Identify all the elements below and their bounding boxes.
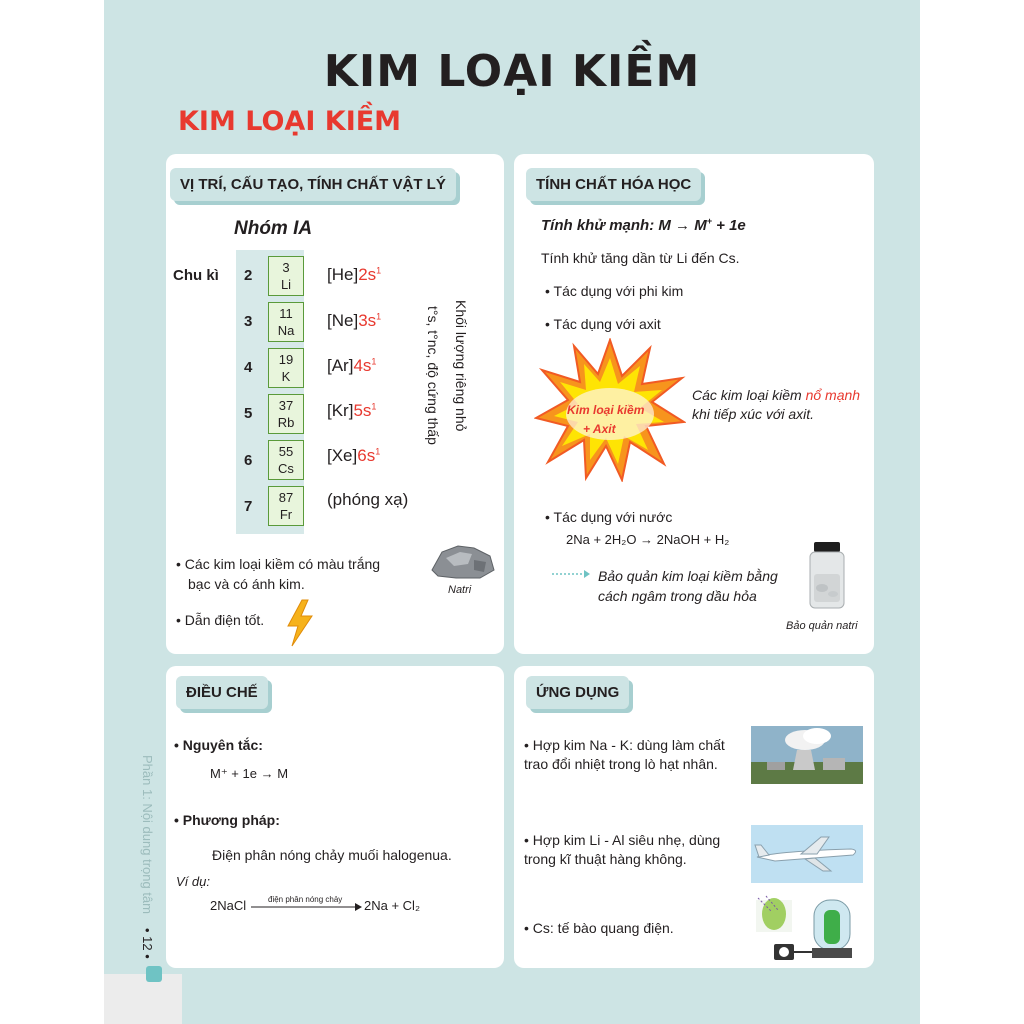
config-cs: [327, 446, 380, 466]
period-6: 6: [244, 452, 253, 469]
period-label: Chu kì: [173, 267, 219, 284]
method-label: • Phương pháp:: [174, 812, 280, 828]
reaction-arrow-icon: [251, 902, 363, 912]
element-k: [268, 348, 304, 388]
config-val: 2s: [358, 265, 377, 284]
element-symbol: Cs: [278, 461, 294, 476]
example-label: Ví dụ:: [176, 874, 210, 889]
section3-heading: ĐIỀU CHẾ: [176, 676, 268, 709]
period-7: 7: [244, 498, 253, 515]
element-z: 87: [278, 490, 294, 505]
reduce-sup: +: [706, 216, 712, 226]
application-2a: • Hợp kim Li - Al siêu nhẹ, dùng: [524, 832, 721, 848]
config-val: 6s: [357, 446, 376, 465]
bullet-nonmetal: • Tác dụng với phi kim: [545, 283, 684, 299]
element-rb: [268, 394, 304, 434]
element-li: [268, 256, 304, 296]
config-sup: 1: [375, 446, 381, 457]
element-z: 11: [279, 306, 293, 321]
example-equation-right: 2Na + Cl₂: [364, 898, 420, 913]
burst-label-2: + Axit: [583, 422, 616, 436]
application-1b: trao đổi nhiệt trong lò hạt nhân.: [524, 756, 718, 772]
element-na: [268, 302, 304, 342]
sodium-rock-image: [428, 540, 498, 582]
airplane-image: [751, 825, 863, 883]
config-core: [Ar]: [327, 356, 354, 375]
dotted-arrow-icon: [550, 568, 592, 580]
group-label: Nhóm IA: [234, 218, 313, 239]
storage-note-a: Bảo quản kim loại kiềm bằng: [598, 568, 778, 584]
lightning-icon: [284, 598, 316, 648]
reducing-statement: [541, 216, 746, 234]
config-val: 5s: [353, 401, 372, 420]
config-core: [Xe]: [327, 446, 358, 465]
burst-label-1: Kim loại kiềm: [567, 403, 645, 417]
method-text: Điện phân nóng chảy muối halogenua.: [212, 847, 452, 863]
acid-note-b: khi tiếp xúc với axit.: [692, 406, 815, 422]
nuclear-plant-image: [751, 726, 863, 784]
bullet-acid: • Tác dụng với axit: [545, 316, 661, 332]
acid-note-a: [692, 387, 860, 403]
bullet-water: • Tác dụng với nước: [545, 509, 673, 525]
period-5: 5: [244, 405, 253, 422]
vertical-melting: t°s, t°nc, độ cứng thấp: [425, 306, 441, 445]
element-z: 37: [278, 398, 294, 413]
sodium-caption: Natri: [448, 584, 472, 596]
config-sup: 1: [371, 356, 377, 367]
element-cs: [268, 440, 304, 480]
application-2b: trong kĩ thuật hàng không.: [524, 851, 687, 867]
page-title: KIM LOẠI KIỀM: [323, 46, 701, 97]
config-sup: 1: [371, 401, 377, 412]
config-sup: 1: [376, 265, 382, 276]
config-na: [327, 311, 381, 331]
config-core: [Ne]: [327, 311, 359, 330]
section4-heading: ỨNG DỤNG: [526, 676, 629, 709]
page-subtitle: KIM LOẠI KIỀM: [178, 106, 402, 137]
sodium-jar-image: [806, 540, 848, 610]
config-k: [327, 356, 376, 376]
config-sup: 1: [376, 311, 382, 322]
acid-note-text: Các kim loại kiềm: [692, 387, 806, 403]
config-fr: [327, 490, 408, 510]
example-equation-condition: điện phân nóng chảy: [268, 895, 343, 904]
period-2: 2: [244, 267, 253, 284]
config-val: 4s: [353, 356, 372, 375]
section2-heading: TÍNH CHẤT HÓA HỌC: [526, 168, 701, 201]
acid-note-red: nổ mạnh: [805, 387, 861, 403]
element-z: 19: [278, 352, 294, 367]
page-marker: [146, 966, 162, 982]
bullet-conductivity: • Dẫn điện tốt.: [176, 612, 265, 628]
element-symbol: K: [281, 369, 291, 384]
element-fr: [268, 486, 304, 526]
reduce-label: Tính khử mạnh: M → M: [541, 217, 707, 234]
reducing-trend: Tính khử tăng dần từ Li đến Cs.: [541, 250, 740, 266]
config-val: 3s: [358, 311, 377, 330]
side-footer-text: Phần 1: Nội dung trọng tâm: [140, 755, 155, 914]
storage-caption: Bảo quản natri: [786, 620, 858, 632]
page-corner: [104, 974, 182, 1024]
element-symbol: Li: [280, 277, 292, 292]
water-equation: 2Na + 2H₂O → 2NaOH + H₂: [566, 532, 730, 547]
storage-note-b: cách ngâm trong dầu hỏa: [598, 588, 757, 604]
page-number: • 12 •: [140, 927, 155, 959]
config-core: (phóng xạ): [327, 490, 409, 509]
reduce-tail: + 1e: [711, 217, 746, 234]
period-4: 4: [244, 359, 253, 376]
principle-equation: M⁺ + 1e → M: [210, 766, 289, 781]
config-li: [327, 265, 381, 285]
application-3: • Cs: tế bào quang điện.: [524, 920, 674, 936]
element-symbol: Rb: [277, 415, 295, 430]
example-equation-left: 2NaCl: [210, 898, 247, 913]
period-3: 3: [244, 313, 253, 330]
principle-label: • Nguyên tắc:: [174, 737, 263, 753]
config-rb: [327, 401, 376, 421]
photocell-image: [752, 892, 862, 966]
application-1a: • Hợp kim Na - K: dùng làm chất: [524, 737, 725, 753]
side-footer: [140, 755, 155, 958]
element-z: 3: [282, 260, 290, 275]
element-symbol: Na: [277, 323, 295, 338]
bullet-color-a: • Các kim loại kiềm có màu trắng: [176, 556, 381, 572]
vertical-density: Khối lượng riêng nhỏ: [453, 300, 469, 432]
config-core: [He]: [327, 265, 359, 284]
element-symbol: Fr: [279, 507, 293, 522]
bullet-color-b: bạc và có ánh kim.: [188, 576, 305, 592]
element-z: 55: [278, 444, 294, 459]
config-core: [Kr]: [327, 401, 354, 420]
section1-heading: VỊ TRÍ, CẤU TẠO, TÍNH CHẤT VẬT LÝ: [170, 168, 456, 201]
